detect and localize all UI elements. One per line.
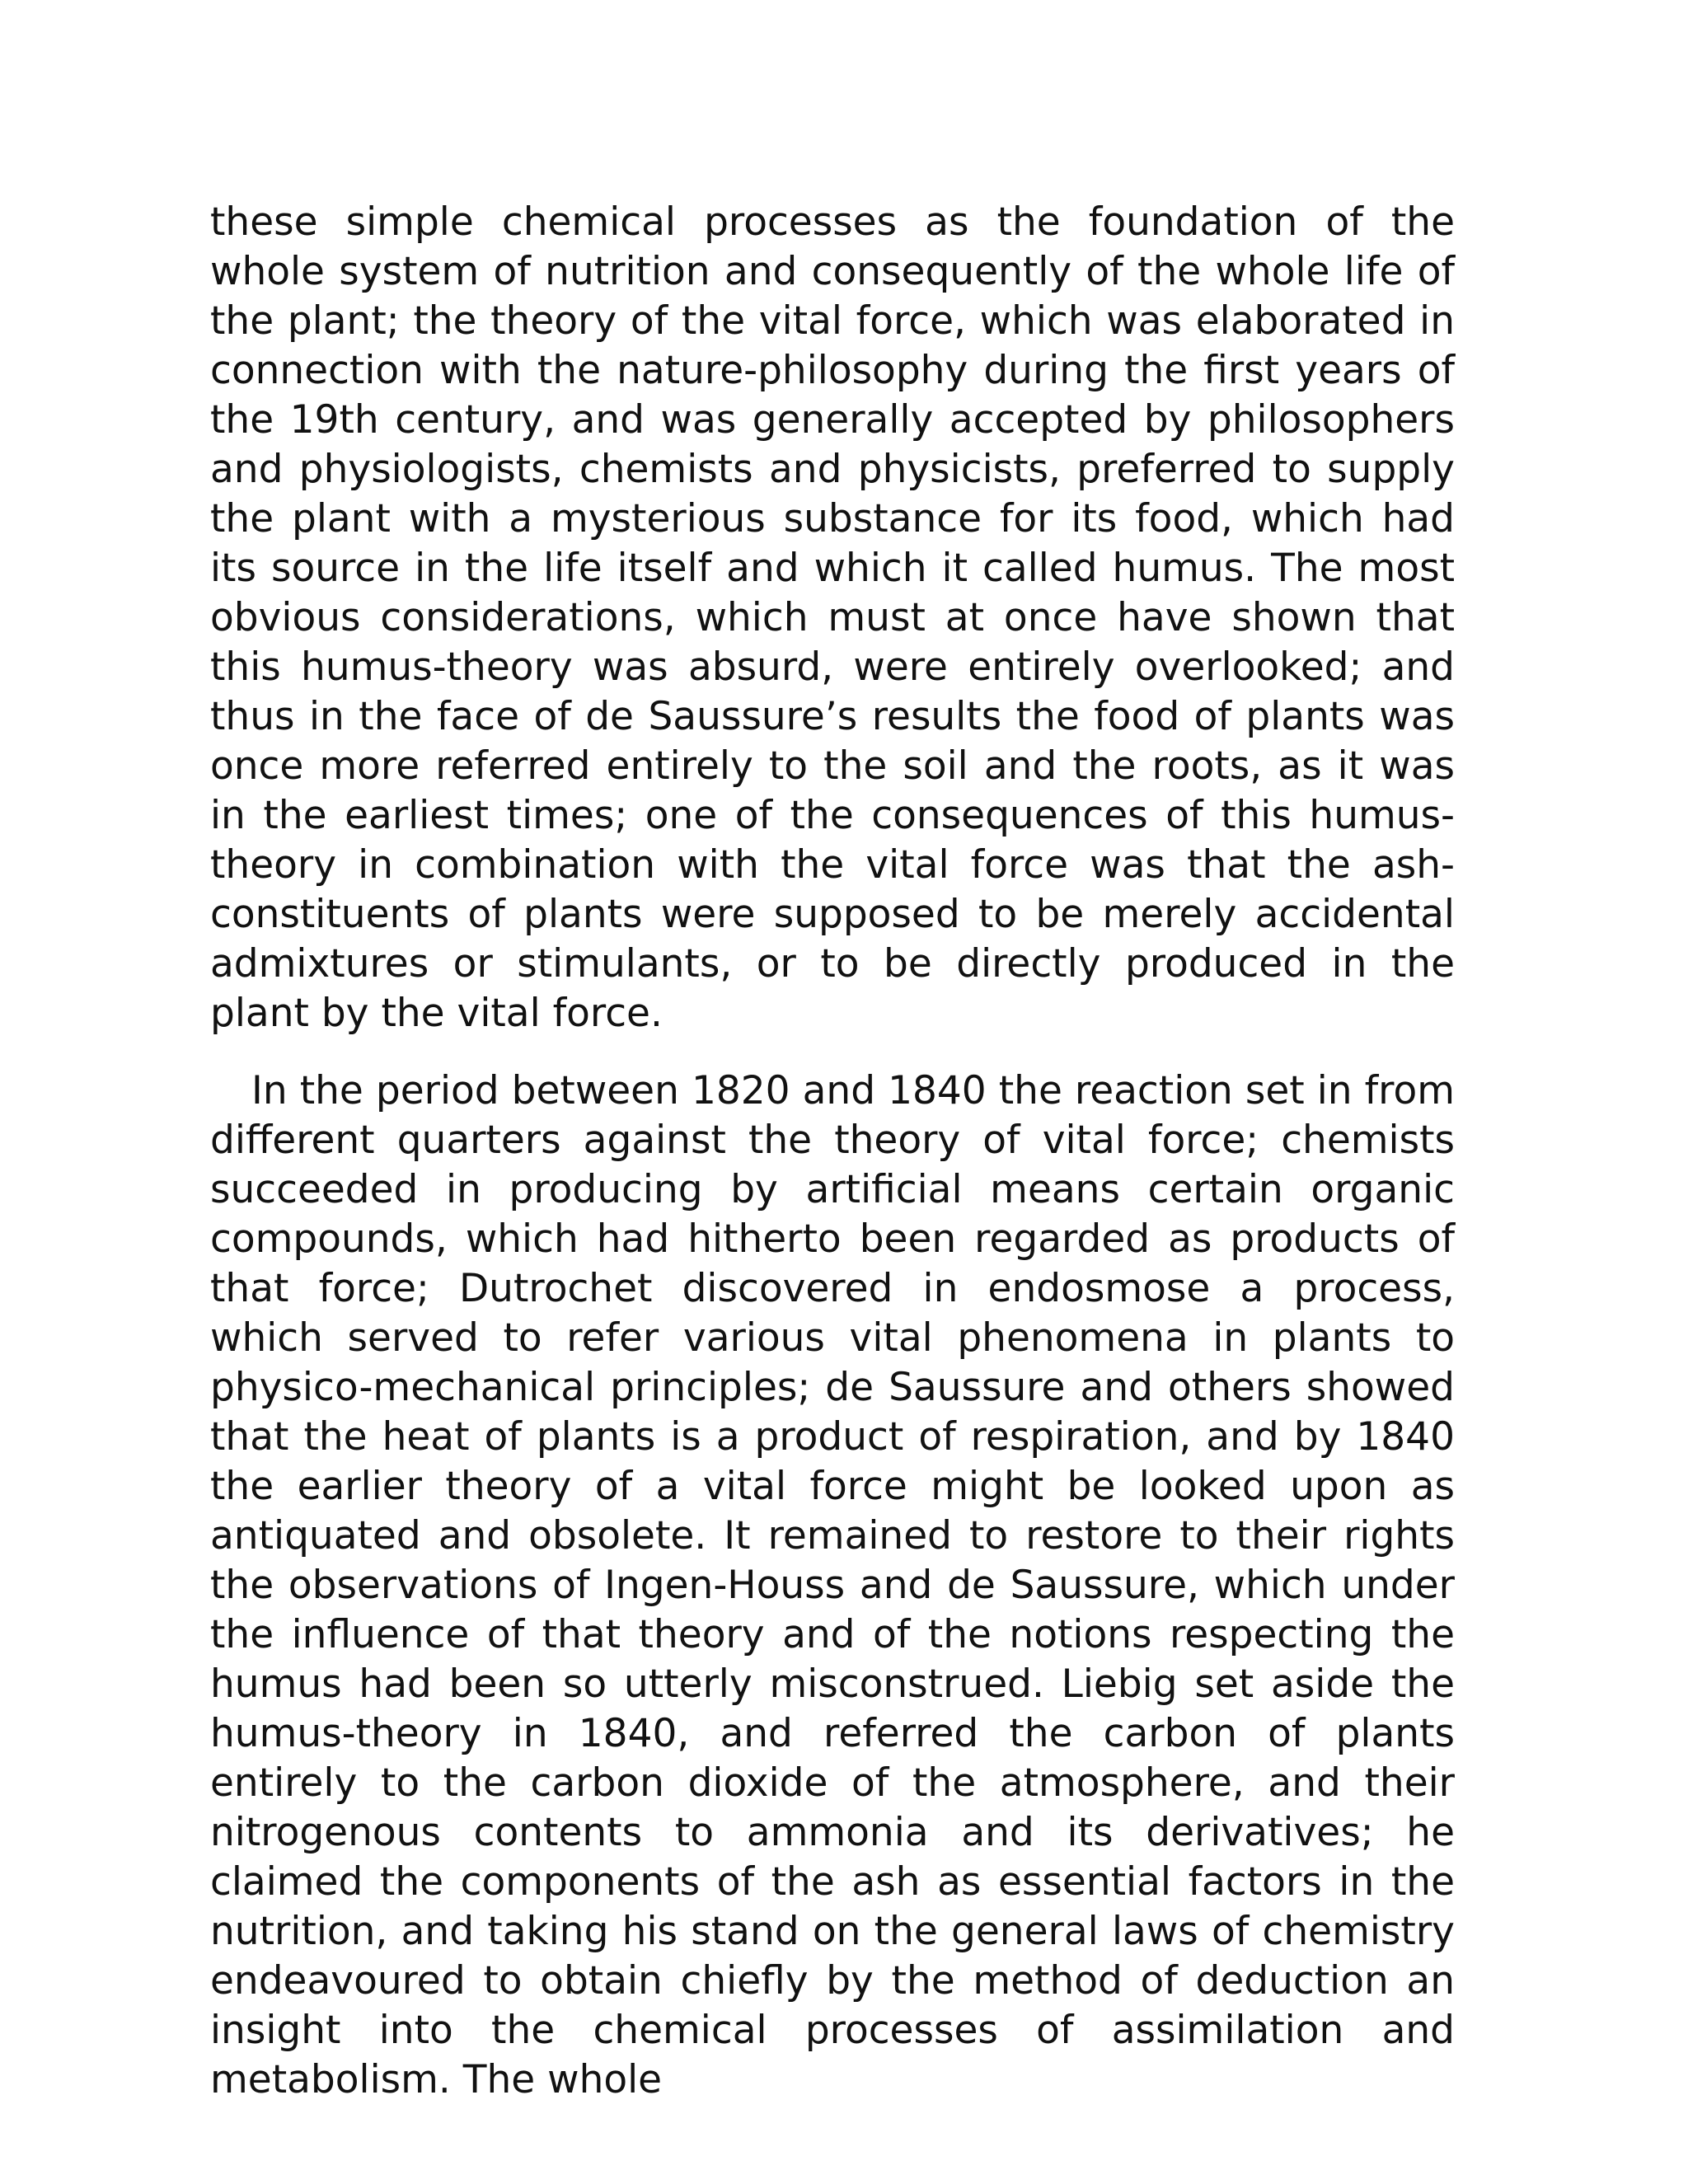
paragraph-1820-1840: In the period between 1820 and 1840 the reaction set in from different quarters against the theory of vital force; chemists succeeded in producing by artificial means certain organic compounds, which had hitherto been regarded as products of that force; Dutrochet discovered in endosmose a process, which served to refer various vital phenomena in plants to physico-mechanical principles; de Saussure and others showed that the heat of plants is a product of respiration, and by 1840 the earlier theory of a vital force might be looked upon as antiquated and obsolete. It remained to restore to their rights the observations of Ingen-Houss and de Saussure, which under the influence of that theory and of the notions respecting the humus had been so utterly misconstrued. Liebig set aside the humus-theory in 1840, and referred the carbon of plants entirely to the carbon dioxide of the atmosphere, and their nitrogenous contents to ammonia and its derivatives; he claimed the components of the ash as essential factors in the nutrition, and taking his stand on the general laws of chemistry endeavoured to obtain chiefly by the method of deduction an insight into the chemical processes of assimilation and metabolism. The whole bbox=[210, 1068, 1455, 2102]
paragraph-continued: these simple chemical processes as the foundation of the whole system of nutrition and consequently of the whole life of the plant; the theory of the vital force, which was elaborated in connection with the nature-philosophy during the first years of the 19th century, and was generally accepted by philosophers and physiologists, chemists and physicists, preferred to supply the plant with a mysterious substance for its food, which had its source in the life itself and which it called humus. The most obvious considerations, which must at once have shown that this humus-theory was absurd, were entirely overlooked; and thus in the face of de Saussure’s results the food of plants was once more referred entirely to the soil and the roots, as it was in the earliest times; one of the consequences of this humus-theory in combination with the vital force was that the ash-constituents of plants were supposed to be merely accidental admixtures or stimulants, or to be directly produced in the plant by the vital force. bbox=[210, 199, 1455, 1036]
document-page bbox=[210, 198, 1455, 2105]
